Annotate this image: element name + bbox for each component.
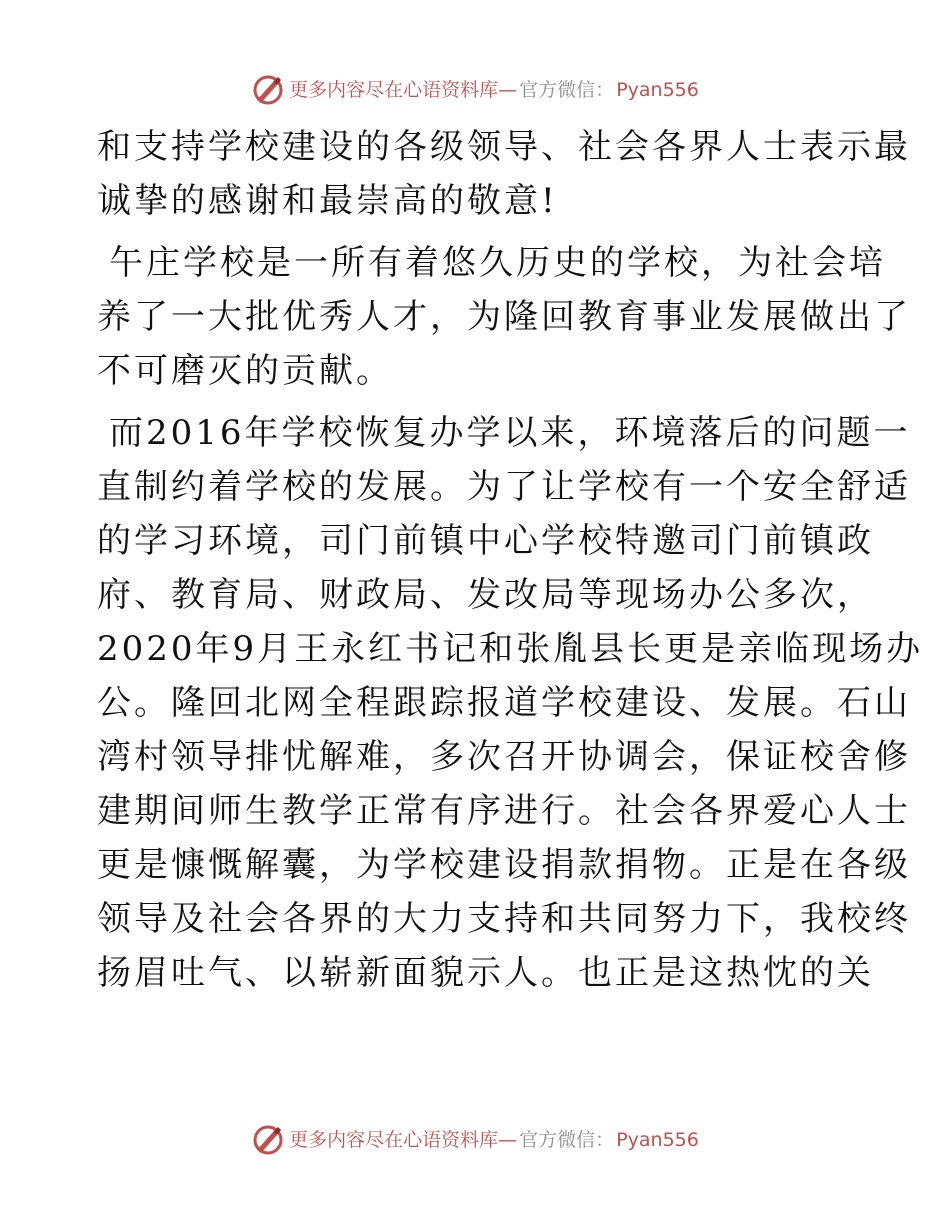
text-line: 的学习环境，司门前镇中心学校特邀司门前镇政 [97, 521, 874, 561]
text-line: 直制约着学校的发展。为了让学校有一个安全舒适 [97, 467, 911, 507]
paragraph-2 [97, 236, 911, 398]
text-line: 而2016年学校恢复办学以来，环境落后的问题一 [109, 413, 911, 453]
document-body [97, 120, 924, 1008]
footer-banner [0, 1120, 950, 1160]
text-line: 2020年9月王永红书记和张胤县长更是亲临现场办 [97, 629, 924, 669]
paragraph-3 [97, 406, 924, 1000]
banner-wechat-id: Pyan556 [616, 1129, 699, 1151]
banner-separator: — [498, 1129, 518, 1151]
text-line: 养了一大批优秀人才，为隆回教育事业发展做出了 [97, 297, 911, 337]
text-line: 湾村领导排忧解难，多次召开协调会，保证校舍修 [97, 737, 911, 777]
text-line: 更是慷慨解囊，为学校建设捐款捐物。正是在各级 [97, 845, 911, 885]
banner-main-text: 更多内容尽在心语资料库 [289, 1129, 499, 1151]
banner-label: 官方微信： [519, 1129, 615, 1151]
banner-separator: — [498, 79, 518, 101]
banner-main-text: 更多内容尽在心语资料库 [289, 79, 499, 101]
pen-circle-logo-icon [251, 1123, 285, 1157]
text-line: 领导及社会各界的大力支持和共同努力下，我校终 [97, 899, 911, 939]
text-line: 扬眉吐气、以崭新面貌示人。也正是这热忱的关 [97, 953, 874, 993]
banner-label: 官方微信： [519, 79, 615, 101]
text-line: 和支持学校建设的各级领导、社会各界人士表示最 [97, 127, 911, 167]
text-line: 府、教育局、财政局、发改局等现场办公多次， [97, 575, 874, 615]
text-line: 建期间师生教学正常有序进行。社会各界爱心人士 [97, 791, 911, 831]
pen-circle-logo-icon [251, 73, 285, 107]
text-line: 不可磨灭的贡献。 [97, 351, 393, 391]
text-line: 公。隆回北网全程跟踪报道学校建设、发展。石山 [97, 683, 911, 723]
header-banner [0, 70, 950, 110]
paragraph-1 [97, 120, 911, 228]
banner-wechat-id: Pyan556 [616, 79, 699, 101]
text-line: 午庄学校是一所有着悠久历史的学校，为社会培 [109, 243, 886, 283]
text-line: 诚挚的感谢和最崇高的敬意! [97, 181, 558, 221]
